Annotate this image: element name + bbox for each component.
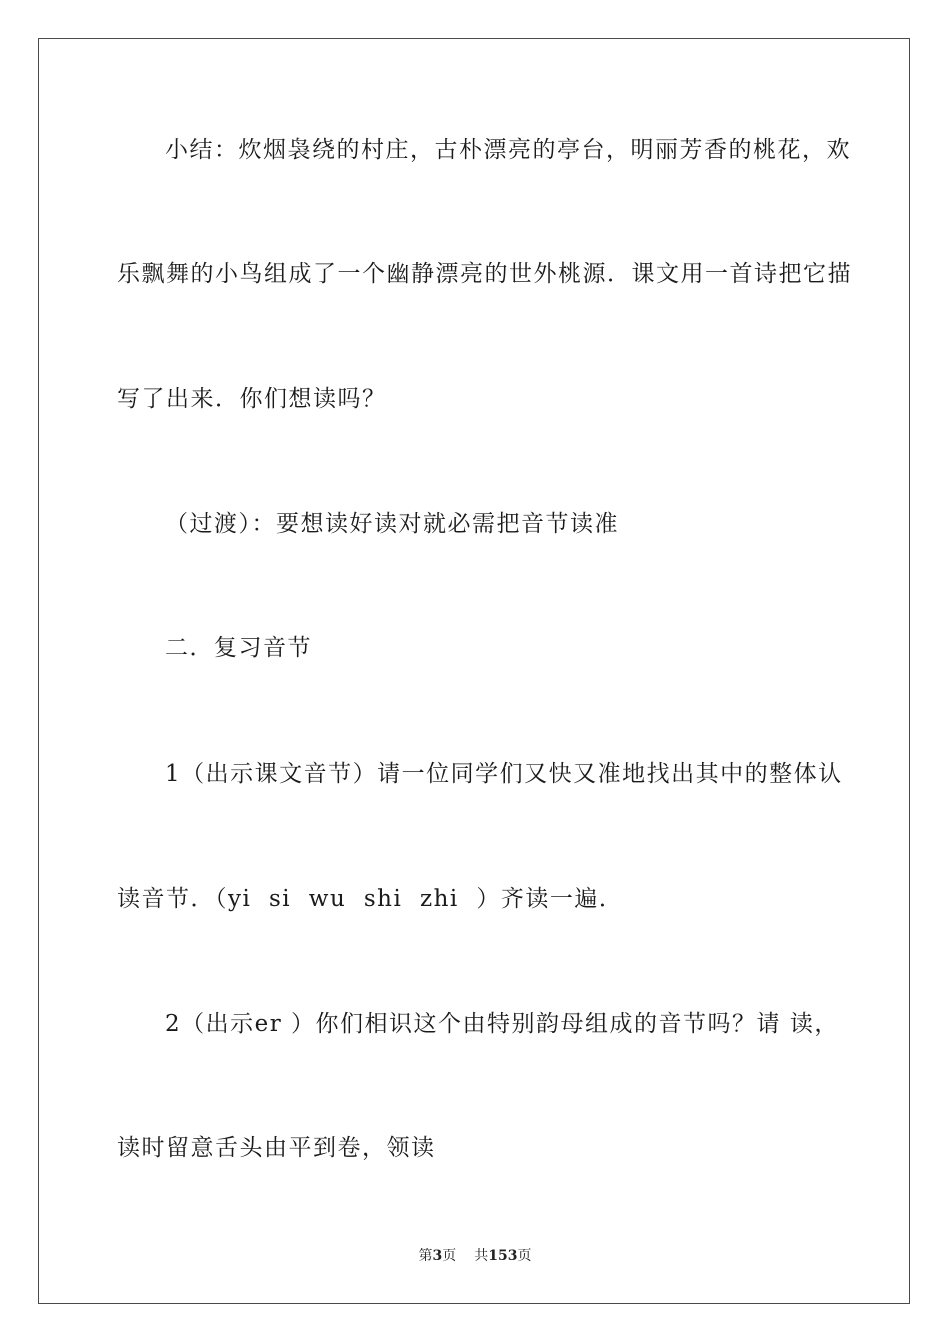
footer-total-pages: 153	[488, 1248, 518, 1264]
section-heading-review-syllables: 二．复习音节	[165, 635, 312, 661]
page-footer	[0, 1247, 950, 1265]
paragraph-item-2-line-1: 2（出示er ）你们相识这个由特别韵母组成的音节吗？请 读，	[165, 1011, 839, 1037]
footer-total-suffix: 页	[517, 1248, 532, 1264]
paragraph-summary-line-2: 乐飘舞的小鸟组成了一个幽静漂亮的世外桃源．课文用一首诗把它描	[117, 261, 852, 287]
paragraph-item-1-line-1: 1（出示课文音节）请一位同学们又快又准地找出其中的整体认	[165, 761, 843, 787]
paragraph-summary-line-1: 小结：炊烟袅绕的村庄，古朴漂亮的亭台，明丽芳香的桃花，欢	[165, 137, 851, 163]
paragraph-item-1-line-2: 读音节．（yi si wu shi zhi ）齐读一遍．	[117, 886, 624, 912]
footer-page-number: 3	[432, 1248, 443, 1264]
footer-page-prefix: 第	[418, 1248, 433, 1264]
footer-page-suffix: 页	[442, 1248, 457, 1264]
paragraph-summary-line-3: 写了出来．你们想读吗？	[117, 386, 387, 412]
page-border	[38, 38, 910, 1304]
paragraph-transition: （过渡）：要想读好读对就必需把音节读准	[165, 511, 619, 537]
paragraph-item-2-line-2: 读时留意舌头由平到卷，领读	[117, 1135, 436, 1161]
footer-total-prefix: 共	[474, 1248, 489, 1264]
